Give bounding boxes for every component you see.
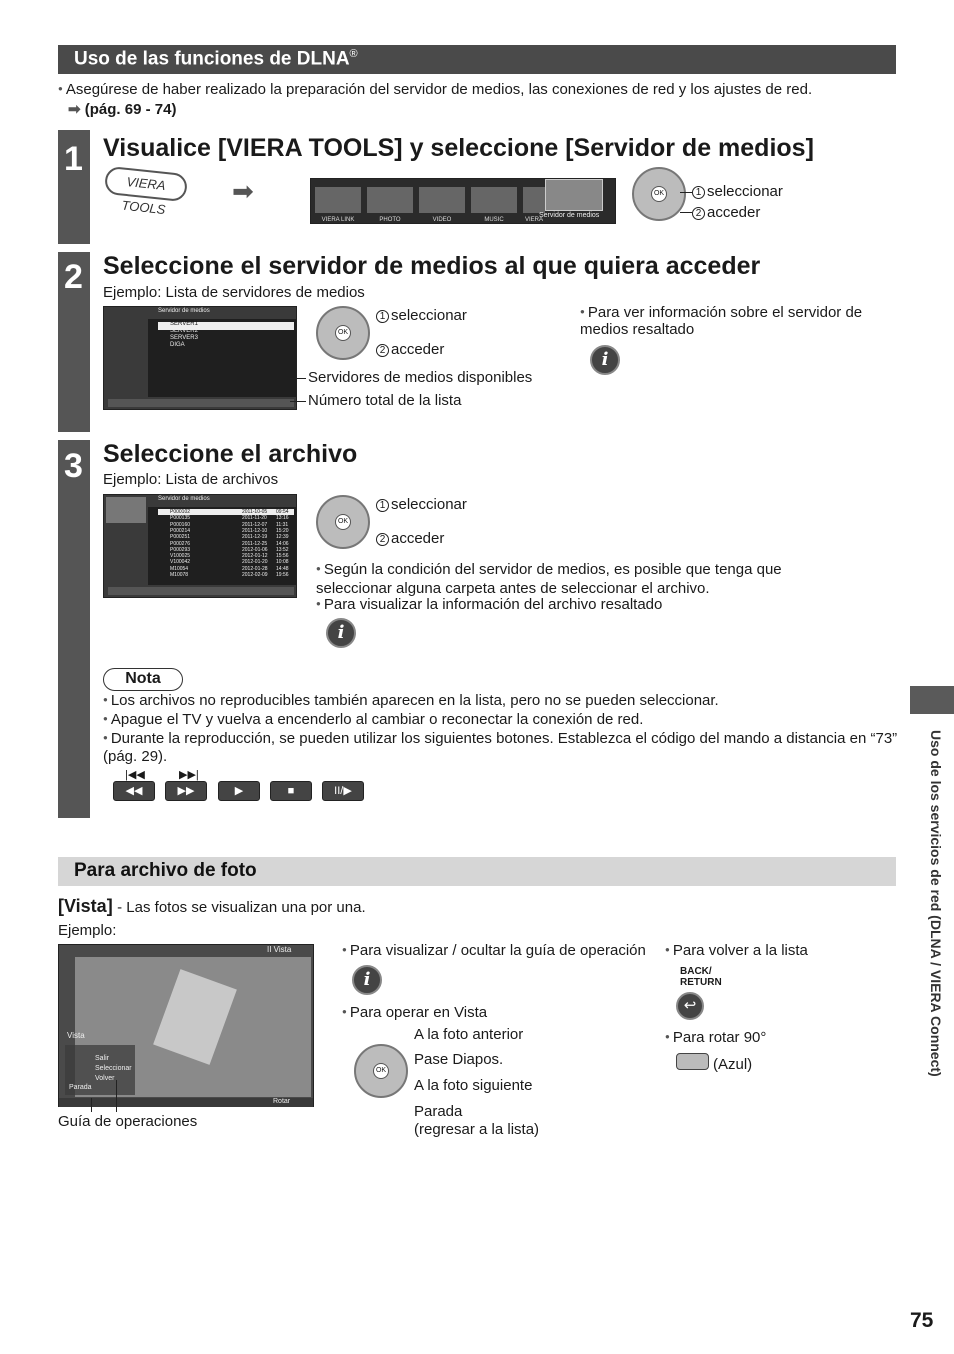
section-header-photo: Para archivo de foto (58, 857, 896, 886)
file-time: 13:16 (276, 515, 289, 522)
section-header-dlna: Uso de las funciones de DLNA® (58, 45, 896, 74)
menu-item-viera-link[interactable]: VIERA LINK (315, 187, 361, 213)
list-item[interactable]: DIGA (170, 342, 185, 348)
bullet-operation-guide: ● Para visualizar / ocultar la guía de operación (342, 942, 646, 959)
label-enter: 2 acceder (376, 341, 444, 358)
viera-tools-menu (310, 178, 616, 224)
step-3-title: Seleccione el archivo (103, 440, 358, 468)
callout-available-servers: Servidores de medios disponibles (308, 369, 533, 386)
table-row[interactable] (158, 572, 294, 578)
table-row[interactable] (158, 541, 294, 547)
photo-example-label: Ejemplo: (58, 922, 117, 939)
screen-footer: Rotar (59, 1098, 313, 1107)
stop-button[interactable]: ■ (270, 781, 312, 801)
callout-total: Número total de la lista (308, 392, 462, 409)
table-row[interactable] (158, 559, 294, 565)
table-row[interactable] (158, 547, 294, 553)
nota-item: ● Durante la reproducción, se pueden utilizar los siguientes botones. Establezca el código del mando a distancia en “73” (pág. 29). (103, 729, 899, 766)
back-return-label: BACK/ RETURN (680, 966, 722, 988)
file-date: 2011-11-20 (242, 515, 267, 522)
intro-bullet: ● Asegúrese de haber realizado la preparación del servidor de medios, las conexiones de red y los ajustes de red. (58, 81, 894, 98)
file-time: 14:06 (276, 540, 289, 547)
bullet-operate-vista: ● Para operar en Vista (342, 1004, 487, 1021)
pause-play-button[interactable]: II/▶ (322, 781, 364, 801)
viera-tools-key[interactable]: VIERA TOOLS (104, 166, 188, 202)
ok-button[interactable]: OK (335, 514, 351, 530)
file-time: 14:48 (276, 565, 289, 572)
table-row[interactable] (158, 528, 294, 534)
step-1-title: Visualice [VIERA TOOLS] y seleccione [Servidor de medios] (103, 134, 814, 162)
step-2-title: Seleccione el servidor de medios al que quiera acceder (103, 252, 761, 280)
bullet-back-to-list: ● Para volver a la lista (665, 942, 808, 959)
file-name: P000102 (170, 509, 191, 515)
file-name: M10078 (170, 572, 189, 578)
step-2-number: 2 (64, 258, 83, 296)
rewind-button[interactable]: ◀◀ (113, 781, 155, 801)
info-button-icon[interactable]: i (590, 345, 620, 375)
menu-item-music[interactable]: MUSIC (471, 187, 517, 213)
file-time: 13:52 (276, 546, 289, 553)
file-date: 2012-02-09 (242, 572, 268, 578)
step-2-example: Ejemplo: Lista de servidores de medios (103, 284, 365, 301)
label-stop: Parada (414, 1103, 463, 1120)
file-time: 15:56 (276, 553, 289, 560)
callout-line (680, 212, 692, 213)
ok-button[interactable]: OK (373, 1063, 389, 1079)
info-button-icon[interactable]: i (326, 618, 356, 648)
file-name: V100025 (170, 553, 191, 560)
file-time: 15:20 (276, 527, 289, 534)
list-item[interactable]: SERVER2 (170, 328, 198, 334)
remote-dpad[interactable] (316, 495, 370, 549)
file-name: P000214 (170, 527, 191, 534)
thumbnail (106, 497, 146, 523)
menu-item-media-server[interactable] (545, 179, 603, 211)
ok-button[interactable]: OK (335, 325, 351, 341)
bullet-rotate: ● Para rotar 90° (665, 1029, 766, 1046)
blue-button[interactable] (676, 1053, 709, 1070)
blue-label: (Azul) (713, 1056, 753, 1073)
file-date: 2011-12-07 (242, 521, 268, 528)
guide-label: Guía de operaciones (58, 1113, 198, 1130)
step-3-example: Ejemplo: Lista de archivos (103, 471, 279, 488)
callout-line (290, 401, 306, 402)
menu-selected-label: Servidor de medios (539, 212, 600, 219)
callout-line (91, 1098, 92, 1112)
file-time: 09:54 (276, 509, 289, 515)
menu-item-photo[interactable]: PHOTO (367, 187, 413, 213)
file-list (148, 507, 296, 585)
vista-screen: II Vista Vista Salir Seleccionar Volver Parada Rotar (58, 944, 314, 1107)
file-name: V100042 (170, 559, 191, 566)
fast-forward-button[interactable]: ▶▶ (165, 781, 207, 801)
label-select: 1 seleccionar (376, 307, 467, 324)
screen-footer (108, 587, 294, 595)
nota-item: ● Apague el TV y vuelva a encenderlo al cambiar o reconectar la conexión de red. (103, 711, 893, 728)
file-date: 2012-01-06 (242, 546, 268, 553)
label-next-photo: A la foto siguiente (414, 1077, 533, 1094)
file-name: P000135 (170, 515, 191, 522)
page-number: 75 (910, 1309, 934, 1332)
table-row[interactable] (158, 522, 294, 528)
file-time: 11:31 (276, 521, 289, 528)
label-enter: 2 acceder (376, 530, 444, 547)
list-item[interactable]: SERVER3 (170, 335, 198, 341)
file-time: 12:39 (276, 534, 289, 541)
page-reference: ➡ (pág. 69 - 74) (68, 101, 177, 118)
file-name: P000276 (170, 540, 191, 547)
table-row[interactable] (158, 566, 294, 572)
file-name: P000251 (170, 534, 191, 541)
remote-dpad[interactable] (316, 306, 370, 360)
callout-line (680, 192, 692, 193)
list-item[interactable]: SERVER1 (170, 321, 198, 327)
file-time: 19:56 (276, 572, 289, 578)
nota-badge: Nota (103, 668, 183, 691)
label-enter: 2 acceder (692, 204, 760, 221)
side-label: Uso de los servicios de red (DLNA / VIERA Connect) (928, 730, 944, 1077)
ok-button[interactable]: OK (651, 186, 667, 202)
table-row[interactable] (158, 515, 294, 521)
skip-prev-label: |◀◀ (125, 769, 145, 781)
file-list-screen: Servidor de medios P000102 2011-10-05 09:54 P000135 2011-11-20 13:16 P000160 2011-12-07 11:31 P000214 2011-12-10 15:20 P000251 2011-12-19 12:39 P000276 2011-12-25 14:06 P000293 2012-01-06 13:52 V100025 2012-01-12 15:56 V100042 2012-01-20 10:08 M10054 2012-01-28 14:48 M10078 2012-02-09 19:56 (103, 494, 297, 598)
play-button[interactable]: ▶ (218, 781, 260, 801)
info-bullet: ● Para ver información sobre el servidor de medios resaltado (580, 304, 892, 338)
table-row[interactable] (158, 509, 294, 515)
label-select: 1 seleccionar (692, 183, 783, 200)
callout-line (116, 1080, 117, 1112)
back-return-icon[interactable]: ↩ (676, 992, 704, 1020)
vista-status: II Vista (267, 945, 292, 954)
menu-item-viera[interactable]: VIERA (523, 187, 545, 213)
file-name: P000293 (170, 546, 191, 553)
nota-item: ● Los archivos no reproducibles también aparecen en la lista, pero no se pueden seleccionar. (103, 692, 893, 709)
screen-footer (108, 399, 294, 407)
file-date: 2012-01-20 (242, 559, 268, 566)
table-row[interactable] (158, 553, 294, 559)
arrow-right-icon: ➡ (232, 176, 254, 206)
table-row[interactable] (158, 534, 294, 540)
remote-dpad[interactable] (632, 167, 686, 221)
server-list-screen: Servidor de medios SERVER1 SERVER2 SERVER3 DIGA (103, 306, 297, 410)
label-prev-photo: A la foto anterior (414, 1026, 524, 1043)
label-stop-sub: (regresar a la lista) (414, 1121, 540, 1138)
step-3-bullet-info: ● Para visualizar la información del archivo resaltado (316, 596, 876, 613)
operation-guide: Salir Seleccionar Volver Parada (65, 1045, 135, 1095)
info-button-icon[interactable]: i (352, 965, 382, 995)
vista-heading: [Vista] - Las fotos se visualizan una por una. (58, 896, 366, 916)
callout-line (290, 378, 306, 379)
label-select: 1 seleccionar (376, 496, 467, 513)
arrow-right-icon: ➡ (68, 101, 81, 118)
step-1-number: 1 (64, 140, 83, 178)
gift-ribbon (153, 969, 237, 1065)
file-date: 2011-12-10 (242, 527, 268, 534)
step-3-bullet-folder: ● Según la condición del servidor de medios, es posible que tenga que seleccionar alguna carpeta antes de seleccionar el archivo. (316, 559, 856, 598)
file-date: 2012-01-28 (242, 565, 268, 572)
skip-next-label: ▶▶| (179, 769, 199, 781)
file-name: M10054 (170, 565, 189, 572)
file-time: 10:08 (276, 559, 289, 566)
server-list (148, 319, 296, 397)
file-date: 2012-01-12 (242, 553, 268, 560)
remote-dpad[interactable] (354, 1044, 408, 1098)
file-name: P000160 (170, 521, 191, 528)
step-3-number: 3 (64, 447, 83, 485)
side-tab (910, 686, 954, 714)
label-slideshow: Pase Diapos. (414, 1051, 504, 1068)
file-date: 2011-12-19 (242, 534, 268, 541)
step-3-bar (58, 440, 90, 818)
file-date: 2011-10-05 (242, 509, 268, 515)
menu-item-video[interactable]: VIDEO (419, 187, 465, 213)
file-date: 2011-12-25 (242, 540, 268, 547)
